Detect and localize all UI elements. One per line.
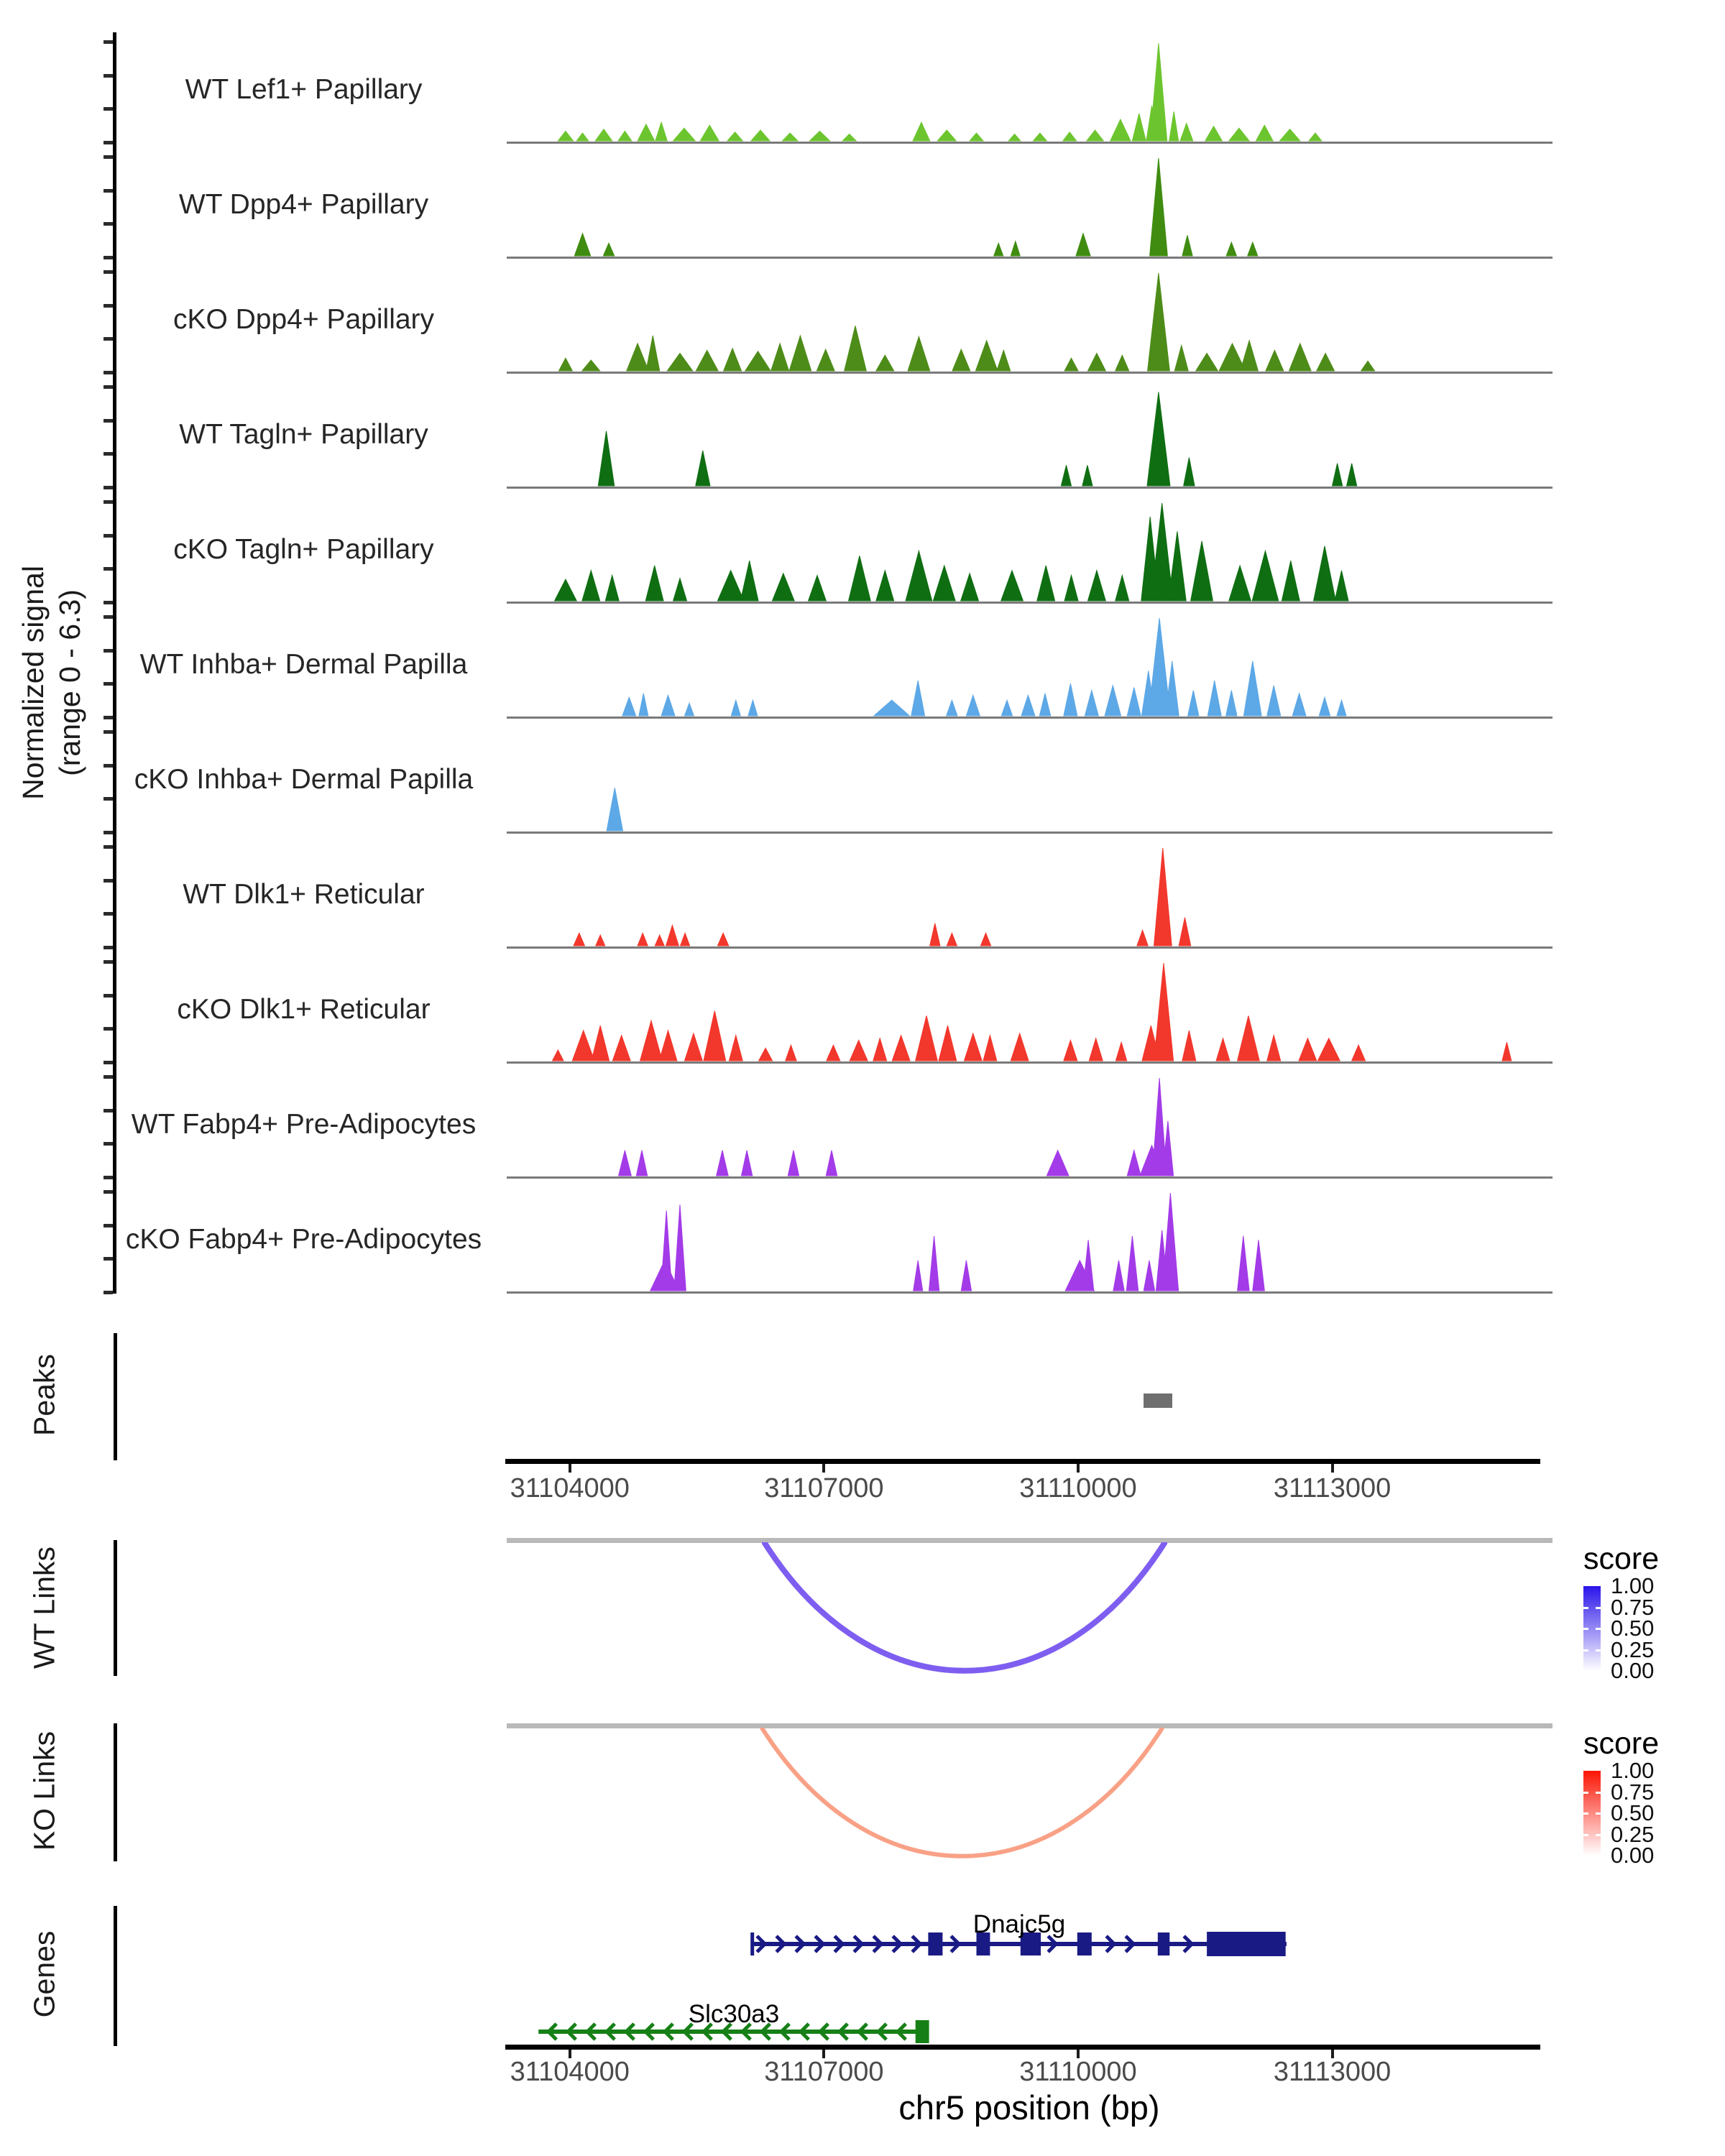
signal-axis-tick <box>104 567 113 571</box>
track-signal <box>507 954 1552 1061</box>
gene-name-label: Slc30a3 <box>688 2000 780 2028</box>
signal-axis-tick <box>104 1257 113 1261</box>
gene-start-marker <box>750 1932 754 1955</box>
track-signal <box>507 264 1552 372</box>
track-baseline <box>507 831 1552 834</box>
score-legend-notch <box>1583 1812 1588 1815</box>
track-label: WT Dpp4+ Papillary <box>178 189 429 220</box>
track-signal <box>507 724 1552 831</box>
gene-exon <box>928 1932 942 1955</box>
score-legend-notch <box>1583 1792 1588 1794</box>
gene-exon-large <box>1207 1932 1286 1956</box>
genome-axis-tick-label: 31107000 <box>764 2057 884 2087</box>
track-signal <box>507 34 1552 142</box>
genome-axis-tick-label: 31104000 <box>510 2057 630 2087</box>
track-label: cKO Fabp4+ Pre-Adipocytes <box>125 1224 482 1255</box>
signal-area <box>622 618 1346 716</box>
score-legend-tick-label: 0.50 <box>1611 1800 1655 1825</box>
signal-area <box>559 273 1375 371</box>
signal-axis-tick <box>104 155 113 159</box>
track-baseline <box>507 372 1552 374</box>
genome-axis-tick-label: 31104000 <box>510 1473 630 1503</box>
signal-axis-tick <box>104 682 113 686</box>
track-label: WT Dlk1+ Reticular <box>183 879 425 910</box>
signal-axis-tick <box>104 730 113 734</box>
score-legend-tick-label: 1.00 <box>1611 1573 1655 1598</box>
signal-axis-tick <box>104 1061 113 1064</box>
score-legend-notch <box>1583 1834 1588 1836</box>
score-legend-tick-label: 0.50 <box>1611 1616 1655 1641</box>
track-signal <box>507 149 1552 257</box>
track-signal <box>507 839 1552 946</box>
signal-axis-tick <box>104 845 113 849</box>
genes-section-label: Genes <box>27 1930 61 2018</box>
peaks-section-label: Peaks <box>27 1354 61 1436</box>
signal-axis-tick <box>104 1075 113 1079</box>
track-label: cKO Tagln+ Papillary <box>173 534 434 565</box>
signal-area <box>558 43 1322 141</box>
x-axis-title: chr5 position (bp) <box>898 2088 1160 2127</box>
wt-links-section-label: WT Links <box>27 1546 61 1669</box>
gene-exon <box>1158 1932 1170 1955</box>
signal-axis-tick <box>104 486 113 489</box>
peak-region <box>1144 1393 1172 1408</box>
score-legend-notch <box>1596 1628 1601 1630</box>
score-legend-notch <box>1596 1607 1601 1609</box>
score-legend-notch <box>1596 1649 1601 1651</box>
gene-name-label: Dnajc5g <box>972 1910 1066 1938</box>
genes-section-bar <box>114 1906 117 2046</box>
links-arcs <box>507 1542 1552 1682</box>
signal-axis-tick <box>104 270 113 274</box>
score-legend-tick-label: 0.25 <box>1611 1821 1655 1847</box>
signal-area <box>574 158 1258 256</box>
track-signal <box>507 609 1552 717</box>
signal-axis-label-line1: Normalized signal <box>16 566 50 800</box>
score-legend-notch <box>1583 1607 1588 1609</box>
signal-axis-tick <box>104 452 113 456</box>
score-legend-notch <box>1596 1812 1601 1815</box>
score-legend-tick-label: 0.00 <box>1611 1843 1655 1868</box>
ko-links-section-label: KO Links <box>27 1731 61 1851</box>
track-label: WT Inhba+ Dermal Papilla <box>139 649 468 680</box>
signal-axis-tick <box>104 1190 113 1194</box>
gene-body-line <box>538 2030 929 2034</box>
signal-axis-label-line2: (range 0 - 6.3) <box>53 589 86 776</box>
signal-area <box>574 848 1191 946</box>
signal-axis-tick <box>104 716 113 719</box>
score-legend-tick-label: 0.00 <box>1611 1658 1655 1683</box>
gene-body-line <box>752 1942 1287 1946</box>
track-label: cKO Inhba+ Dermal Papilla <box>134 764 474 795</box>
signal-axis-tick <box>104 912 113 916</box>
peaks-section-bar <box>114 1333 117 1460</box>
link-arc <box>762 1728 1162 1856</box>
track-label: WT Lef1+ Papillary <box>185 74 423 105</box>
links-arcs <box>507 1728 1552 1868</box>
score-legend-notch <box>1583 1628 1588 1630</box>
signal-axis-tick <box>104 831 113 834</box>
gene-exon <box>916 2020 929 2043</box>
signal-axis-tick <box>104 615 113 619</box>
signal-axis-tick <box>104 256 113 259</box>
signal-area <box>553 963 1512 1061</box>
track-baseline <box>507 602 1552 604</box>
score-legend-tick-label: 1.00 <box>1611 1758 1655 1783</box>
genome-axis-tick-label: 31107000 <box>764 1473 884 1503</box>
ko-links-section-bar <box>114 1723 117 1861</box>
signal-axis-tick <box>104 107 113 111</box>
genome-axis-tick <box>1077 1464 1080 1473</box>
signal-axis-tick <box>104 222 113 226</box>
signal-area <box>607 788 622 831</box>
signal-axis-tick <box>104 1142 113 1146</box>
track-baseline <box>507 946 1552 949</box>
signal-axis-tick <box>104 960 113 964</box>
link-arc <box>765 1543 1164 1671</box>
track-signal <box>507 1069 1552 1176</box>
signal-area <box>650 1193 1265 1291</box>
genome-axis-tick <box>569 1464 571 1473</box>
signal-area <box>598 392 1356 486</box>
track-label: WT Fabp4+ Pre-Adipocytes <box>131 1109 477 1140</box>
signal-axis-tick <box>104 385 113 389</box>
signal-axis-label <box>15 566 89 800</box>
score-legend-notch <box>1596 1792 1601 1794</box>
track-label: cKO Dlk1+ Reticular <box>177 994 431 1025</box>
score-legend-title: score <box>1583 1726 1660 1761</box>
signal-axis-tick <box>104 946 113 949</box>
genome-axis-line <box>505 1459 1540 1464</box>
signal-axis-tick <box>104 1291 113 1294</box>
wt-links-section-bar <box>114 1540 117 1676</box>
track-baseline <box>507 717 1552 719</box>
signal-axis-tick <box>104 1027 113 1031</box>
track-baseline <box>507 142 1552 144</box>
genome-axis-tick <box>1331 1464 1334 1473</box>
genome-axis-tick <box>822 1464 825 1473</box>
genome-axis-tick-label: 31113000 <box>1273 1473 1392 1503</box>
track-label: WT Tagln+ Papillary <box>179 419 428 450</box>
signal-axis-tick <box>104 601 113 604</box>
score-legend-tick-label: 0.75 <box>1611 1779 1655 1805</box>
score-legend-notch <box>1583 1649 1588 1651</box>
signal-axis-tick <box>104 1176 113 1179</box>
track-label: cKO Dpp4+ Papillary <box>172 304 435 335</box>
signal-axis-tick <box>104 141 113 144</box>
track-baseline <box>507 1176 1552 1179</box>
track-baseline <box>507 487 1552 489</box>
track-signal <box>507 379 1552 487</box>
gene-exon <box>1077 1932 1092 1955</box>
score-legend-notch <box>1596 1834 1601 1836</box>
track-baseline <box>507 1061 1552 1064</box>
signal-area <box>619 1078 1174 1176</box>
genome-axis-line <box>505 2045 1540 2050</box>
signal-axis-tick <box>104 797 113 801</box>
score-legend-tick-label: 0.75 <box>1611 1594 1655 1620</box>
signal-axis-tick <box>104 337 113 341</box>
signal-axis-tick <box>104 500 113 504</box>
track-baseline <box>507 1291 1552 1294</box>
score-legend-tick-label: 0.25 <box>1611 1636 1655 1662</box>
genome-axis-tick-label: 31110000 <box>1019 1473 1137 1503</box>
signal-area <box>555 503 1348 601</box>
signal-axis-tick <box>104 371 113 374</box>
score-legend-title: score <box>1583 1542 1660 1576</box>
genome-axis-tick-label: 31110000 <box>1019 2057 1137 2087</box>
genome-axis-tick-label: 31113000 <box>1273 2057 1392 2087</box>
signal-axis-tick <box>104 40 113 44</box>
track-signal <box>507 494 1552 602</box>
track-baseline <box>507 257 1552 259</box>
track-signal <box>507 1184 1552 1291</box>
